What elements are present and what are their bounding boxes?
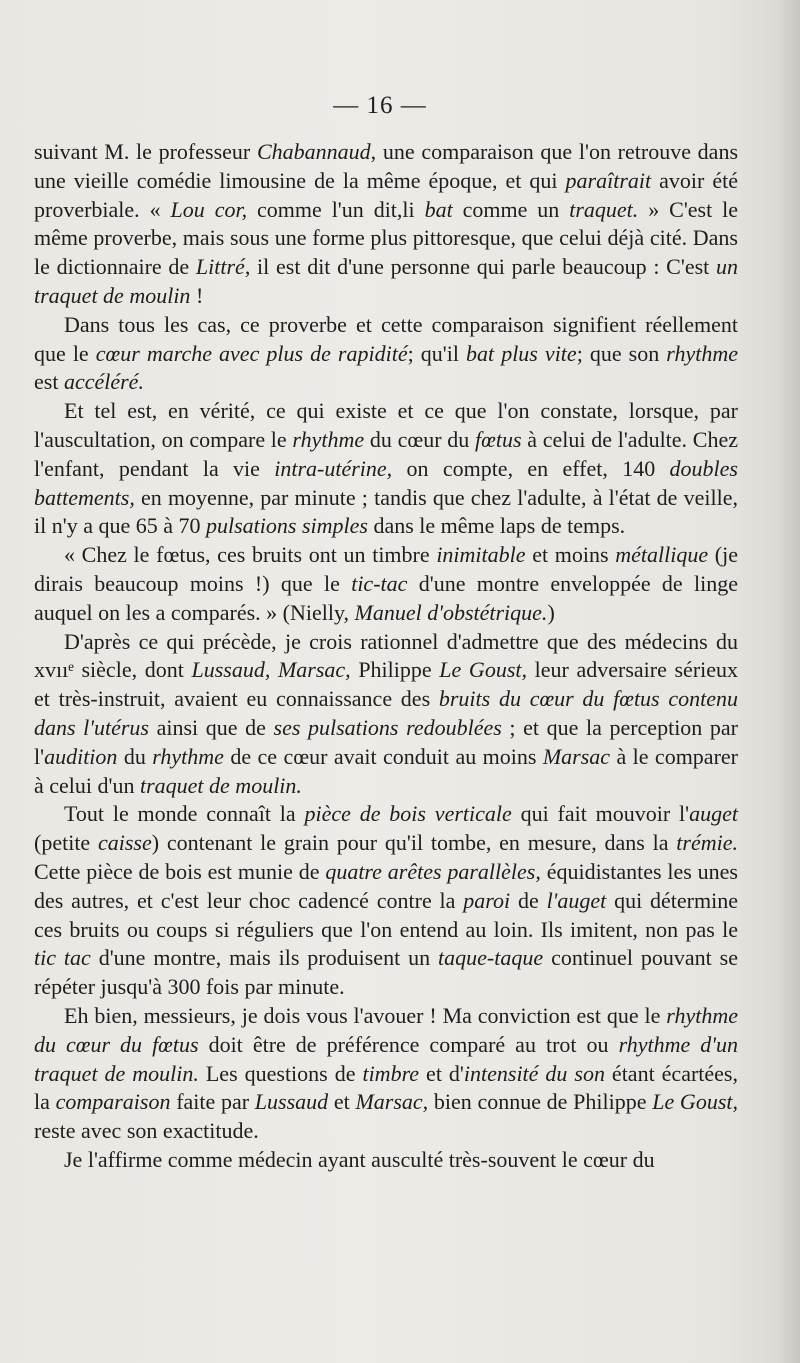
paragraph: [34, 311, 738, 397]
text-run: dans le même laps de temps.: [367, 513, 626, 539]
text-run: ; et que la perception par l': [34, 714, 738, 769]
text-run: qui fait mouvoir l': [511, 801, 690, 827]
italic-run: doubles battements,: [34, 455, 738, 510]
text-run: avoir été proverbiale. «: [34, 167, 738, 222]
italic-run: Le Goust,: [439, 657, 527, 683]
italic-run: traquet de moulin.: [139, 772, 302, 798]
text-run: ) contenant le grain pour qu'il tombe, en mesure, dans la: [151, 830, 677, 856]
italic-run: Marsac,: [355, 1089, 429, 1115]
text-run: Cette pièce de bois est munie de: [34, 858, 326, 884]
text-run: Et tel est, en vérité, ce qui existe et ce que l'on constate, lorsque, par l'auscultation, on compare le: [34, 398, 738, 452]
italic-run: tic-tac: [351, 570, 408, 596]
italic-run: paraîtrait: [565, 167, 652, 193]
paragraph: [34, 541, 738, 627]
italic-run: bruits du cœur du fœtus contenu dans l'utérus: [34, 686, 738, 740]
italic-run: fœtus: [475, 426, 522, 452]
italic-run: Chabannaud: [256, 139, 371, 164]
text-run: comme un: [452, 196, 570, 222]
text-run: et d': [419, 1060, 464, 1086]
text-run: de: [510, 887, 547, 913]
italic-run: auget: [689, 801, 738, 827]
text-run: faite par: [170, 1089, 255, 1115]
text-run: on compte, en effet, 140: [392, 455, 670, 481]
text-run: « Chez le fœtus, ces bruits ont un timbre: [64, 542, 437, 568]
text-run: bien connue de Philippe: [428, 1089, 653, 1115]
text-run: Je l'affirme comme médecin ayant ausculté très-souvent le cœur du: [64, 1146, 655, 1172]
page-number: — 16 —: [333, 92, 427, 119]
italic-run: cœur marche avec plus de rapidité: [95, 340, 408, 366]
paragraph: [34, 138, 738, 311]
text-run: à celui de l'adulte. Chez l'enfant, pendant la vie: [34, 426, 738, 481]
body-text: [34, 138, 738, 1175]
italic-run: Manuel d'obstétrique.: [354, 599, 548, 625]
text-run: Les questions de: [198, 1060, 363, 1086]
italic-run: Lussaud, Marsac,: [191, 657, 351, 683]
text-run: , il est dit d'une personne qui parle beaucoup : C'est: [244, 254, 716, 280]
text-run: comme l'un dit,li: [247, 196, 425, 222]
italic-run: Lou cor,: [170, 196, 248, 222]
text-run: est: [34, 369, 64, 395]
italic-run: pulsations simples: [205, 513, 368, 539]
italic-run: paroi: [463, 887, 511, 913]
text-run: , une comparaison que l'on retrouve dans une vieille comédie limousine de la même époque, et qui: [34, 139, 739, 193]
italic-run: intra-utérine,: [274, 455, 393, 481]
italic-run: taque-taque: [438, 945, 544, 971]
italic-run: traquet.: [569, 196, 639, 222]
italic-run: rhythme d'un traquet de moulin.: [34, 1031, 739, 1086]
text-run: en moyenne, par minute ; tandis que chez l'adulte, à l'état de veille, il n'y a que 65 à 70: [34, 484, 738, 539]
text-run: Tout le monde connaît la: [64, 801, 305, 827]
italic-run: caisse: [97, 830, 152, 856]
text-run: étant écartées, la: [34, 1060, 738, 1115]
text-run: » C'est le même proverbe, mais sous une forme plus pittoresque, que celui déjà cité. Dans le dictionnaire de: [34, 196, 739, 280]
italic-run: un traquet de moulin: [34, 254, 738, 308]
text-run: suivant M. le professeur: [34, 139, 257, 164]
italic-run: accéléré.: [63, 369, 144, 395]
text-run: Philippe: [350, 657, 440, 683]
italic-run: Lussaud: [254, 1089, 329, 1115]
paragraph: [34, 1002, 738, 1146]
text-run: ainsi que de: [149, 714, 274, 740]
italic-run: trémie.: [676, 830, 738, 856]
italic-run: métallique: [615, 542, 709, 568]
italic-run: comparaison: [55, 1089, 171, 1115]
text-run: !: [190, 282, 204, 308]
italic-run: ses pulsations redoublées: [273, 714, 502, 740]
italic-run: bat: [424, 196, 453, 222]
text-run: reste avec son exactitude.: [34, 1118, 259, 1144]
paragraph: [34, 800, 738, 1002]
text-run: (petite: [34, 830, 98, 856]
text-run: ): [547, 599, 555, 625]
text-run: du cœur du: [364, 426, 476, 452]
text-run: d'une montre enveloppée de linge auquel on les a comparés. » (Nielly,: [34, 570, 738, 625]
text-run: d'une montre, mais ils produisent un: [90, 945, 439, 971]
page-edge-shadow: [776, 0, 800, 1363]
italic-run: tic tac: [34, 945, 91, 971]
italic-run: l'auget: [546, 887, 607, 913]
italic-run: intensité du son: [463, 1060, 605, 1086]
italic-run: bat plus vite: [466, 340, 577, 366]
text-run: de ce cœur avait conduit au moins: [223, 743, 543, 769]
italic-run: rhythme: [152, 743, 224, 769]
italic-run: pièce de bois verticale: [304, 801, 512, 827]
paragraph: [34, 1146, 738, 1175]
italic-run: Marsac: [542, 743, 611, 769]
text-run: qui détermine ces bruits ou coups si réguliers que l'on entend au loin. Ils imitent, non pas le: [34, 887, 738, 942]
text-run: Eh bien, messieurs, je dois vous l'avouer ! Ma conviction est que le: [64, 1002, 667, 1028]
text-run: ; qu'il: [407, 340, 467, 366]
paragraph: [34, 397, 738, 541]
italic-run: rhythme: [666, 340, 738, 366]
italic-run: rhythme du cœur du fœtus: [34, 1002, 738, 1057]
text-run: et: [328, 1089, 356, 1115]
text-run: continuel pouvant se répéter jusqu'à 300 fois par minute.: [34, 945, 738, 1000]
text-run: à le comparer à celui d'un: [34, 743, 738, 798]
text-run: du: [117, 743, 153, 769]
italic-run: inimitable: [436, 542, 526, 568]
italic-run: quatre arêtes parallèles,: [325, 858, 541, 884]
text-run: D'après ce qui précède, je crois rationnel d'admettre que des médecins du xvııᵉ siècle, dont: [34, 628, 738, 683]
italic-run: Le Goust,: [652, 1089, 738, 1115]
text-run: équidistantes les unes des autres, et c'est leur choc cadencé contre la: [34, 858, 738, 913]
paragraph: [34, 628, 738, 801]
italic-run: Littré: [195, 254, 245, 280]
italic-run: audition: [44, 743, 118, 769]
text-run: doit être de préférence comparé au trot ou: [198, 1031, 619, 1057]
text-run: (je dirais beaucoup moins !) que le: [34, 542, 738, 596]
text-run: leur adversaire sérieux et très-instruit, avaient eu connaissance des: [34, 657, 739, 712]
italic-run: rhythme: [292, 426, 365, 452]
text-run: ; que son: [576, 340, 667, 366]
text-run: et moins: [525, 542, 616, 568]
text-run: Dans tous les cas, ce proverbe et cette comparaison signifient réellement que le: [34, 311, 738, 366]
italic-run: timbre: [362, 1060, 420, 1086]
